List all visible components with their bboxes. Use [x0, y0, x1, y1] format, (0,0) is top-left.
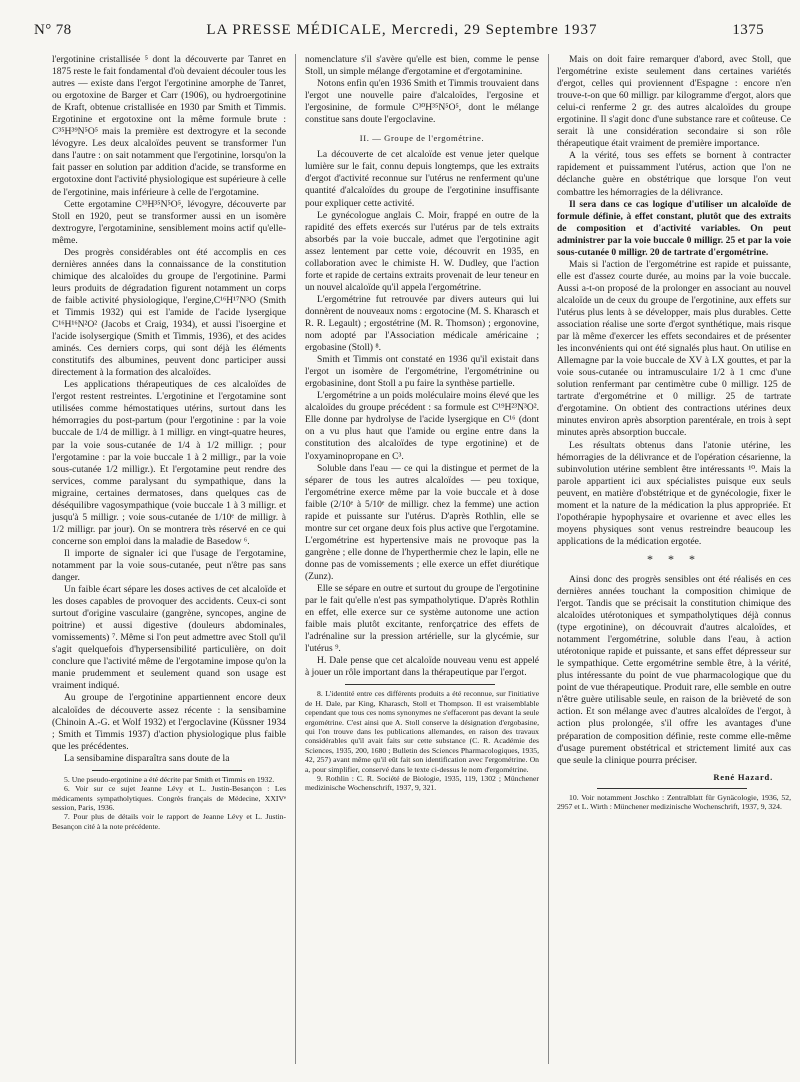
paragraph: Il sera dans ce cas logique d'utiliser un alcaloïde de formule définie, à effet constant, plutôt que des extraits de composition et d'activité variables. On peut administrer par la voie buccale 0 milligr. 25 et par la voie sous-cutanée 0 milligr. 20 de tartrate d'ergométrine. [557, 198, 791, 258]
paragraph: Les applications thérapeutiques de ces alcaloïdes de l'ergot restent restreintes. L'ergotinine et l'ergotamine sont utilisées comme hémostatiques utérins, surtout dans les hémorragies du post-partum (pour l'ergotinine : par la voie buccale de 1/4 de milligr. à 1 milligr. en vingt-quatre heures, par la voie sous-cutanée de 1/4 à 1/2 milligr. ; pour l'ergotamine : par la voie buccale 1 à 2 milligr., par la voie sous-cutanée 1/2 milligr.). Et l'ergotamine peut rendre des services, comme paralysant du sympathique, dans la migraine, certaines dermatoses, dans quelques cas de déséquilibre vagosympathique (voie buccale 1 à 3 milligr. et jusqu'à 5 milligr. ; voie sous-cutanée de 1/10ᵉ de milligr. à 1/2 milligr. par jour). On se montrera très réservé en ce qui concerne son emploi dans la maladie de Basedow ⁶. [52, 379, 286, 547]
page-number: 1375 [732, 22, 764, 38]
paragraph: Notons enfin qu'en 1936 Smith et Timmis trouvaient dans l'ergot une nouvelle paire d'alcaloïdes, l'ergosine et l'ergosinine, de formule C³⁰H³⁵N⁵O⁵, dont le mélange constitue sans doute l'ergoclavine. [305, 78, 539, 126]
column-2 [305, 54, 539, 793]
section-separator: * * * [647, 551, 701, 566]
paragraph: La découverte de cet alcaloïde est venue jeter quelque lumière sur le fait, connu depuis longtemps, que les extraits d'ergot d'activité reconnue sur l'utérus ne renferment qu'une quantité d'alcaloïdes du groupe de l'ergotinine insuffisante pour expliquer cette activité. [305, 149, 539, 209]
paragraph: Soluble dans l'eau — ce qui la distingue et permet de la séparer de tous les autres alcaloïdes — peu toxique, l'ergométrine exerce même par la voie buccale et à dose faible (2/10ᵉ à 5/10ᵉ de milligr. chez la femme) une action rapide et puissante sur l'utérus. D'après Rothlin, elle se montre sur cet organe deux fois plus active que l'ergotamine. L'ergométrine est hypertensive mais ne provoque pas la gangrène ; elle donne de l'hyperthermie chez le lapin, elle ne donne pas de vomissements ; elle exerce un effet diurétique (Zunz). [305, 462, 539, 582]
paragraph: Il importe de signaler ici que l'usage de l'ergotamine, notamment par la voie sous-cutanée, peut n'être pas sans danger. [52, 547, 286, 584]
footnote-rule [92, 770, 242, 771]
column-divider [548, 54, 549, 1064]
paragraph: Mais on doit faire remarquer d'abord, avec Stoll, que l'ergométrine existe seulement dans certaines variétés d'ergot, celles qui proviennent d'Espagne : encore n'en trouve-t-on que 60 milligr. par kilogramme d'ergot, alors que celui-ci renferme 2 gr. des autres alcaloïdes du groupe ergotinine. Il s'agit donc d'une substance rare et coûteuse. Ce serait là une considération secondaire si son rôle thérapeutique était vraiment de première importance. [557, 54, 791, 150]
footnote-rule [345, 684, 495, 685]
section-heading: II. — Groupe de l'ergométrine. [359, 133, 485, 144]
paragraph: Cette ergotamine C³³H³⁵N⁵O⁵, lévogyre, découverte par Stoll en 1920, peut se transformer aussi en un isomère dextrogyre, l'ergotaminine, sensiblement moins actif qu'elle-même. [52, 198, 286, 246]
journal-title: LA PRESSE MÉDICALE, Mercredi, 29 Septembre 1937 [206, 22, 598, 38]
paragraph: L'ergométrine fut retrouvée par divers auteurs qui lui donnèrent de nouveaux noms : ergotocine (M. S. Kharasch et R. R. Legault) ; ergostétrine (M. R. Thomson) ; ergonovine, nom adopté par l'Association médicale américaine ; ergobasine (Stoll) ⁸. [305, 293, 539, 354]
paragraph: La sensibamine disparaîtra sans doute de la [64, 752, 230, 764]
paragraph: Des progrès considérables ont été accomplis en ces dernières années dans la connaissance de la constitution chimique des alcaloïdes du groupe de l'ergotinine. Parmi leurs produits de dégradation figurent notamment un corps de faible activité physiologique, l'ergine,C¹⁶H¹⁷N³O (Smith et Timmis 1932) qui est l'amide de l'acide lysergique C¹⁶H¹⁶N²O² (Jacobs et Craig, 1934), et aussi l'isoergine et l'acide isolysergique (Smith et Timmis, 1936), et des acides aminés. Ces derniers corps, qui sont déjà les éléments constitutifs des albumines, peuvent donc participer aussi directement à la formation des alcaloïdes. [52, 246, 286, 379]
paragraph: Les résultats obtenus dans l'atonie utérine, les hémorragies de la délivrance et de l'opération césarienne, la subinvolution utérine semblent être intéressants ¹⁰. Mais la parole appartient ici aux spécialistes puisque eux seuls peuvent, en matière d'obstétrique et de gynécologie, fixer le moment et la nature de la médication la plus appropriée. Et l'opothérapie hypophysaire et ovarienne et avec elles les moyens physiques sont venus restreindre beaucoup les applications de la médication ergotée. [557, 439, 791, 547]
paragraph: Ainsi donc des progrès sensibles ont été réalisés en ces dernières années touchant la composition chimique de l'ergot. Tandis que se précisait la constitution chimique des alcaloïdes utérotoniques et sympatholytiques déjà connus (type ergotinine), on découvrait d'autres alcaloïdes, et notamment l'ergométrine, soluble dans l'eau, à action utérotonique rapide et puissante, et sans effet dépresseur sur le sympathique. Cette ergométrine semble être, à la vérité, plus intéressante du point de vue pharmacologique que du point de vue thérapeutique. Produit rare, elle semble en outre n'être guère utilisable seule, en raison de la brièveté de son action. Et son mélange avec d'autres alcaloïdes de l'ergot, à action plus prolongée, s'il offre les avantages d'une préparation de composition définie, reste comme elle-même d'usage purement obstétrical et strictement limité aux cas que seule la clinique pourra préciser. [557, 573, 791, 766]
issue-number: N° 78 [34, 22, 72, 38]
paragraph: H. Dale pense que cet alcaloïde nouveau venu est appelé à jouer un rôle important dans la thérapeutique par l'ergot. [305, 655, 539, 679]
paragraph: Mais si l'action de l'ergométrine est rapide et puissante, elle est d'assez courte durée, au moins par la voie buccale. Aussi a-t-on proposé de la prolonger en associant au nouvel alcaloïde un de ceux du groupe de l'ergotinine, aux effets sur l'utérus plus lents à se développer, mais plus durables. Cette association réalise une sorte d'ergot synthétique, mais risque par là même d'exercer les effets secondaires et de présenter les inconvénients qui ont été signalés plus haut. On utilise en Allemagne par la voie buccale de XV à LX gouttes, et par la voie sous-cutanée ou intramusculaire 1/2 à 1 cmc d'une solution renfermant par centimètre cube 0 milligr. 125 de tartrate d'ergométrine et 0 milligr. 25 de tartrate d'ergotamine. On obtient des contractions utérines deux minutes environ après absorption parentérale, en trois à sept minutes après absorption buccale. [557, 258, 791, 439]
paragraph: Smith et Timmis ont constaté en 1936 qu'il existait dans l'ergot un isomère de l'ergométrine, l'ergométrinine ou ergobasinine, dont Stoll a pu faire la synthèse partielle. [305, 354, 539, 390]
paragraph: l'ergotinine cristallisée ⁵ dont la découverte par Tanret en 1875 reste le fait fondamental d'où devaient découler tous les autres — existe dans l'ergot l'ergotinine amorphe de Tanret, ou ergotoxine de Barger et Carr (1906), ou hydroergotinine de Kraft, obtenue cristallisée en 1930 par Smith et Timmis. Ergotinine et ergotoxine ont la même formule brute : C³⁵H³⁹N⁵O⁵ mais la première est dextrogyre et la seconde lévogyre. Les deux alcaloïdes peuvent se transformer l'un dans l'autre : on sait notamment que l'ergotinine, lorsqu'on la fait passer en solution par addition d'acide, se transforme en ergotoxine dont l'activité physiologique est supérieure à celle de l'ergotinine, mais inférieure à celle de l'ergotamine. [52, 54, 286, 198]
paragraph: L'ergométrine a un poids moléculaire moins élevé que les alcaloïdes du groupe précédent : sa formule est C¹⁹H²³N³O². Elle donne par hydrolyse de l'acide lysergique en C¹⁶ (dont on a vu plus haut que l'amide ou ergine entre dans la constitution des alcaloïdes de type ergotinine) et de l'oxyaminopropane en C³. [305, 390, 539, 462]
column-3 [557, 54, 791, 812]
footnote: 7. Pour plus de détails voir le rapport de Jeanne Lévy et L. Justin-Besançon cité à la note précédente. [52, 812, 286, 831]
footnote-rule [597, 788, 747, 789]
paragraph: Au groupe de l'ergotinine appartiennent encore deux alcaloïdes de découverte assez récente : la sensibamine (Chinoin A.-G. et Wolf 1932) et l'ergoclavine (Küssner 1934 ; Smith et Timmis 1937) d'action physiologique plus faible que les précédentes. [52, 692, 286, 752]
paragraph: nomenclature s'il s'avère qu'elle est bien, comme le pense Stoll, un simple mélange d'ergotamine et d'ergotaminine. [305, 54, 539, 78]
footnote: 5. Une pseudo-ergotinine a été décrite par Smith et Timmis en 1932. [64, 774, 275, 784]
paragraph: Le gynécologue anglais C. Moir, frappé en outre de la rapidité des effets exercés sur l'utérus par de tels extraits absorbés par la voie buccale, admet que l'ergotinine agit assez lentement par cette voie, découvrit en 1935, en collaboration avec le chimiste H. W. Dudley, que l'action forte et rapide de certains extraits provenait de leur teneur en un nouvel alcaloïde qu'il appela l'ergométrine. [305, 209, 539, 293]
footnote: 6. Voir sur ce sujet Jeanne Lévy et L. Justin-Besançon : Les médicaments sympatholytiques. Congrès français de Médecine, XXIVᵉ session, Paris, 1936. [52, 784, 286, 812]
paragraph: A la vérité, tous ses effets se bornent à contracter rapidement et puissamment l'utérus, action que l'on ne déclanche guère en obstétrique que lorsque l'on veut combattre les hémorragies de la délivrance. [557, 150, 791, 198]
column-1 [52, 54, 286, 831]
page-header [34, 22, 764, 46]
footnote: 8. L'identité entre ces différents produits a été reconnue, sur l'initiative de H. Dale, par King, Kharasch, Stoll et Thompson. Il est vraisemblable cependant que tous ces noms synonymes ne s'effaceront pas devant la seule ergométrine. C'est ainsi que A. Stoll conserve la désignation d'ergobasine, qui l'on trouve dans les publications allemandes, en raison des travaux considérables qu'il avait faits sur cette substance (C. R. Académie des Sciences, 1935, 200, 1680 ; Bulletin des Sciences Pharmacologiques, 1935, 42, 257) avant même qu'il eût fait son identification avec l'ergométrine. On a, pour simplifier, conservé dans le texte ci-dessus le nom d'ergométrine. [305, 689, 539, 774]
paragraph: Un faible écart sépare les doses actives de cet alcaloïde et les doses capables de provoquer des accidents. Ceux-ci sont surtout d'origine vasculaire (gangrène, syncopes, angine de poitrine) et aussi digestive (douleurs abdominales, vomissements) ⁷. Même si l'on peut admettre avec Stoll qu'il s'agit quelquefois d'hypersensibilité particulière, on doit conclure que l'activité même de l'ergotamine impose qu'on la manie prudemment et seulement quand son usage est vraiment indiqué. [52, 584, 286, 692]
author-signature: René Hazard. [713, 771, 773, 782]
footnote: 10. Voir notamment Joschko : Zentralblatt für Gynäcologie, 1936, 52, 2957 et L. Wirth : Münchener medizinische Wochenschrift, 1937, 9, 324. [557, 792, 791, 812]
column-divider [295, 54, 296, 1064]
paragraph: Elle se sépare en outre et surtout du groupe de l'ergotinine par le fait qu'elle n'est pas sympatholytique. D'après Rothlin en effet, elle exerce sur ce système autonome une action faible mais plutôt excitante, renforçatrice des effets de l'adrénaline sur la pression artérielle, sur la glycémie, sur l'utérus ⁹. [305, 583, 539, 655]
footnote: 9. Rothlin : C. R. Société de Biologie, 1935, 119, 1302 ; Münchener medizinische Wochenschrift, 1937, 9, 321. [305, 774, 539, 793]
